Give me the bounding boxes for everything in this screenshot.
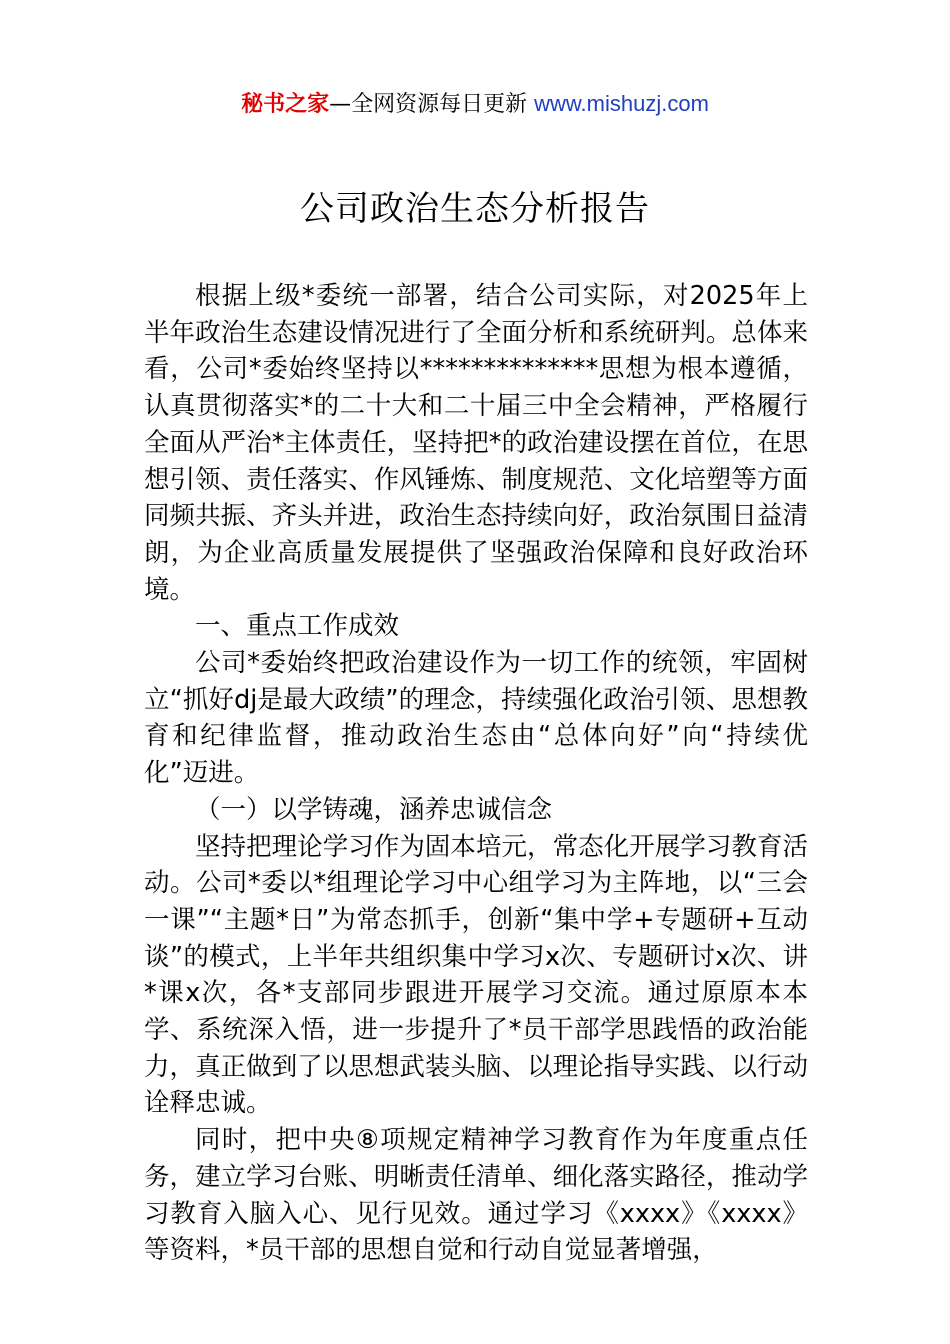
header-slogan: 全网资源每日更新 (351, 92, 535, 117)
watermark-header (0, 86, 950, 123)
document-title: 公司政治生态分析报告 (300, 189, 650, 229)
section-heading-1: 一、重点工作成效 (195, 611, 400, 642)
subsection-1-paragraph-1: 坚持把理论学习作为固本培元，常态化开展学习教育活动。公司*委以*组理论学习中心组学习为主阵地，以“三会一课”“主题*日”为常态抓手，创新“集中学+专题研+互动谈”的模式，上半年共组织集中学习x次、专题研讨x次、讲*课x次，各*支部同步跟进开展学习交流。通过原原本本学、系统深入悟，进一步提升了*员干部学思践悟的政治能力，真正做到了以思想武装头脑、以理论指导实践、以行动诠释忠诚。 (144, 831, 808, 1119)
brand-name: 秘书之家 (241, 92, 330, 117)
subsection-1-paragraph-2: 同时，把中央⑧项规定精神学习教育作为年度重点任务，建立学习台账、明晰责任清单、细化落实路径，推动学习教育入脑入心、见行见效。通过学习《xxxx》《xxxx》等资料，*员干部的思想自觉和行动自觉显著增强， (144, 1125, 808, 1266)
document-body (144, 278, 808, 1269)
subsection-heading-1: （一）以学铸魂，涵养忠诚信念 (195, 794, 553, 825)
website-link[interactable]: www.mishuzj.com (534, 91, 709, 116)
intro-paragraph: 根据上级*委统一部署，结合公司实际，对2025年上半年政治生态建设情况进行了全面分析和系统研判。总体来看，公司*委始终坚持以**************思想为根本遵循，认真贯彻落实*的二十大和二十届三中全会精神，严格履行全面从严治*主体责任，坚持把*的政治建设摆在首位，在思想引领、责任落实、作风锤炼、制度规范、文化培塑等方面同频共振、齐头并进，政治生态持续向好，政治氛围日益清朗，为企业高质量发展提供了坚强政治保障和良好政治环境。 (144, 281, 808, 605)
section-1-paragraph: 公司*委始终把政治建设作为一切工作的统领，牢固树立“抓好dj是最大政绩”的理念，持续强化政治引领、思想教育和纪律监督，推动政治生态由“总体向好”向“持续优化”迈进。 (144, 648, 808, 789)
header-separator: — (329, 92, 352, 117)
